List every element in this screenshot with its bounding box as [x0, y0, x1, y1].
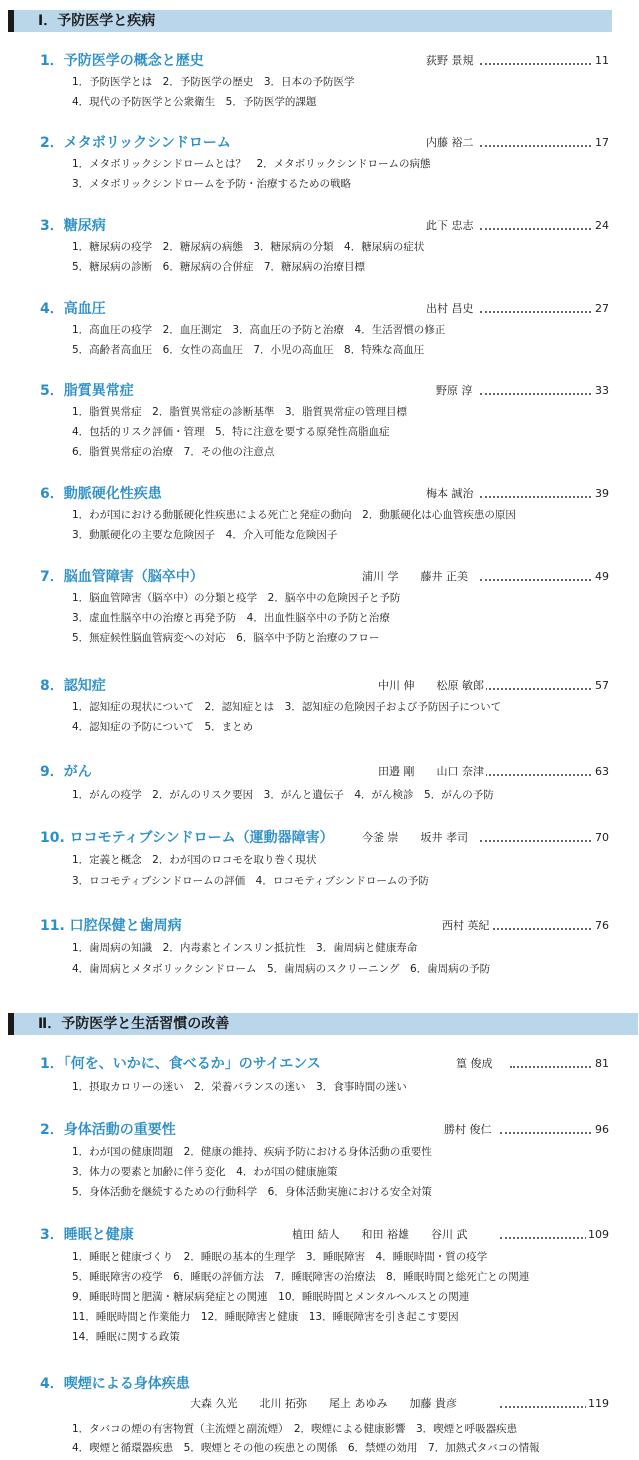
- subtopic-line: 11．睡眠時間と作業能力 12．睡眠障害と健康 13．睡眠障害を引き起こす要因: [72, 1311, 459, 1323]
- subtopic-line: 14．睡眠に関する政策: [72, 1331, 180, 1343]
- chapter-page: 27: [595, 302, 609, 315]
- chapter-page: 11: [595, 54, 609, 67]
- leader-dots: [480, 577, 595, 581]
- subtopic-line: 1．糖尿病の疫学 2．糖尿病の病態 3．糖尿病の分類 4．糖尿病の症状: [72, 241, 425, 253]
- subtopic-line: 5．睡眠障害の疫学 6．睡眠の評価方法 7．睡眠障害の治療法 8．睡眠時間と総死亡との関連: [72, 1271, 530, 1283]
- chapter-title[interactable]: 9．がん: [40, 764, 92, 780]
- subtopic-line: 5．無症候性脳血管病変への対応 6．脳卒中予防と治療のフロー: [72, 632, 380, 644]
- chapter-page: 39: [595, 487, 609, 500]
- chapter-page: 49: [595, 570, 609, 583]
- chapter-page: 76: [595, 919, 609, 932]
- leader-dots: [480, 61, 595, 65]
- chapter-page: 17: [595, 136, 609, 149]
- chapter-title[interactable]: 1．予防医学の概念と歴史: [40, 53, 204, 69]
- leader-dots: [500, 1130, 595, 1134]
- subtopic-line: 5．糖尿病の診断 6．糖尿病の合併症 7．糖尿病の治療目標: [72, 261, 366, 273]
- subtopic-line: 4．現代の予防医学と公衆衛生 5．予防医学的課題: [72, 96, 317, 108]
- leader-dots: [480, 838, 595, 842]
- part-1-heading: Ⅰ．予防医学と疾病: [38, 13, 156, 29]
- leader-dots: [480, 226, 595, 230]
- chapter-title[interactable]: 4．高血圧: [40, 301, 106, 317]
- leader-dots: [480, 772, 595, 776]
- subtopic-line: 3．ロコモティブシンドロームの評価 4．ロコモティブシンドロームの予防: [72, 875, 429, 887]
- chapter-author: 野原 淳: [436, 384, 473, 397]
- chapter-title[interactable]: 2．メタボリックシンドローム: [40, 135, 231, 151]
- chapter-author: 今釜 崇 坂井 孝司: [362, 831, 468, 844]
- chapter-title[interactable]: 11. 口腔保健と歯周病: [40, 918, 182, 934]
- subtopic-line: 3．メタボリックシンドロームを予防・治療するための戦略: [72, 178, 351, 190]
- subtopic-line: 1．予防医学とは 2．予防医学の歴史 3．日本の予防医学: [72, 76, 355, 88]
- chapter-title[interactable]: 7．脳血管障害（脳卒中）: [40, 569, 204, 585]
- chapter-author: 中川 伸 松原 敏郎: [378, 679, 484, 692]
- chapter-title[interactable]: 5．脂質異常症: [40, 383, 134, 399]
- subtopic-line: 1．メタボリックシンドロームとは？ 2．メタボリックシンドロームの病態: [72, 158, 431, 170]
- leader-dots: [480, 686, 595, 690]
- chapter-page: 109: [588, 1228, 609, 1241]
- subtopic-line: 4．喫煙と循環器疾患 5．喫煙とその他の疾患との関係 6．禁煙の効用 7．加熱式タバコの情報: [72, 1442, 540, 1454]
- chapter-page: 57: [595, 679, 609, 692]
- subtopic-line: 1．高血圧の疫学 2．血圧測定 3．高血圧の予防と治療 4．生活習慣の修正: [72, 324, 446, 336]
- subtopic-line: 1．脂質異常症 2．脂質異常症の診断基準 3．脂質異常症の管理目標: [72, 406, 408, 418]
- chapter-author: 荻野 景規: [426, 54, 474, 67]
- subtopic-line: 1．摂取カロリーの迷い 2．栄養バランスの迷い 3．食事時間の迷い: [72, 1081, 407, 1093]
- subtopic-line: 1．わが国における動脈硬化性疾患による死亡と発症の動向 2．動脈硬化は心血管疾患の原因: [72, 509, 516, 521]
- subtopic-line: 9．睡眠時間と肥満・糖尿病発症との関連 10．睡眠時間とメンタルヘルスとの関連: [72, 1291, 470, 1303]
- chapter-author: 西村 英紀: [442, 919, 490, 932]
- chapter-title[interactable]: 6．動脈硬化性疾患: [40, 486, 162, 502]
- chapter-author: 篁 俊成: [456, 1057, 493, 1070]
- part-2-heading-band: [8, 1013, 638, 1035]
- leader-dots: [480, 926, 595, 930]
- chapter-author: 浦川 学 藤井 正美: [362, 570, 468, 583]
- subtopic-line: 1．がんの疫学 2．がんのリスク要因 3．がんと遺伝子 4．がん検診 5．がんの予防: [72, 789, 494, 801]
- part-2-heading: Ⅱ．予防医学と生活習慣の改善: [38, 1016, 230, 1032]
- chapter-page: 24: [595, 219, 609, 232]
- subtopic-line: 1．睡眠と健康づくり 2．睡眠の基本的生理学 3．睡眠障害 4．睡眠時間・質の疫学: [72, 1251, 488, 1263]
- leader-dots: [480, 494, 595, 498]
- chapter-author: 此下 忠志: [426, 219, 474, 232]
- subtopic-line: 4．認知症の予防について 5．まとめ: [72, 721, 254, 733]
- chapter-author: 勝村 俊仁: [444, 1123, 492, 1136]
- chapter-title[interactable]: 1．「何を、いかに、食べるか」のサイエンス: [40, 1056, 321, 1072]
- chapter-author: 大森 久光 北川 拓弥 尾上 あゆみ 加藤 貴彦: [190, 1397, 457, 1410]
- subtopic-line: 1．タバコの煙の有害物質（主流煙と副流煙） 2．喫煙による健康影響 3．喫煙と呼吸器疾患: [72, 1423, 518, 1435]
- leader-dots: [480, 309, 595, 313]
- chapter-page: 119: [588, 1397, 609, 1410]
- leader-dots: [500, 1235, 595, 1239]
- chapter-page: 63: [595, 765, 609, 778]
- heading-marker: [8, 10, 14, 32]
- chapter-author: 田邉 剛 山口 奈津: [378, 765, 484, 778]
- subtopic-line: 3．体力の要素と加齢に伴う変化 4．わが国の健康施策: [72, 1166, 338, 1178]
- leader-dots: [480, 143, 595, 147]
- subtopic-line: 1．定義と概念 2．わが国のロコモを取り巻く現状: [72, 854, 317, 866]
- subtopic-line: 4．包括的リスク評価・管理 5．特に注意を要する原発性高脂血症: [72, 426, 390, 438]
- chapter-page: 81: [595, 1057, 609, 1070]
- subtopic-line: 5．高齢者高血圧 6．女性の高血圧 7．小児の高血圧 8．特殊な高血圧: [72, 344, 425, 356]
- subtopic-line: 5．身体活動を継続するための行動科学 6．身体活動実施における安全対策: [72, 1186, 432, 1198]
- chapter-title[interactable]: 4．喫煙による身体疾患: [40, 1376, 190, 1392]
- chapter-author: 出村 昌史: [426, 302, 474, 315]
- subtopic-line: 1．歯周病の知識 2．内毒素とインスリン抵抗性 3．歯周病と健康寿命: [72, 942, 418, 954]
- subtopic-line: 3．動脈硬化の主要な危険因子 4．介入可能な危険因子: [72, 529, 338, 541]
- subtopic-line: 1．脳血管障害（脳卒中）の分類と疫学 2．脳卒中の危険因子と予防: [72, 592, 401, 604]
- part-1-heading-band: [8, 10, 612, 32]
- chapter-page: 33: [595, 384, 609, 397]
- chapter-title[interactable]: 3．糖尿病: [40, 218, 106, 234]
- subtopic-line: 3．虚血性脳卒中の治療と再発予防 4．出血性脳卒中の予防と治療: [72, 612, 390, 624]
- chapter-page: 96: [595, 1123, 609, 1136]
- leader-dots: [480, 391, 595, 395]
- subtopic-line: 1．わが国の健康問題 2．健康の維持、疾病予防における身体活動の重要性: [72, 1146, 432, 1158]
- chapter-title[interactable]: 2．身体活動の重要性: [40, 1122, 176, 1138]
- chapter-title[interactable]: 10. ロコモティブシンドローム（運動器障害）: [40, 830, 334, 846]
- leader-dots: [510, 1064, 595, 1068]
- leader-dots: [500, 1404, 595, 1408]
- chapter-author: 植田 結人 和田 裕雄 谷川 武: [292, 1228, 468, 1241]
- subtopic-line: 4．歯周病とメタボリックシンドローム 5．歯周病のスクリーニング 6．歯周病の予防: [72, 963, 491, 975]
- subtopic-line: 1．認知症の現状について 2．認知症とは 3．認知症の危険因子および予防因子について: [72, 701, 502, 713]
- subtopic-line: 6．脂質異常症の治療 7．その他の注意点: [72, 446, 275, 458]
- chapter-page: 70: [595, 831, 609, 844]
- chapter-title[interactable]: 8．認知症: [40, 678, 106, 694]
- heading-marker: [8, 1013, 14, 1035]
- chapter-author: 梅本 誠治: [426, 487, 474, 500]
- chapter-author: 内藤 裕二: [426, 136, 474, 149]
- chapter-title[interactable]: 3．睡眠と健康: [40, 1227, 134, 1243]
